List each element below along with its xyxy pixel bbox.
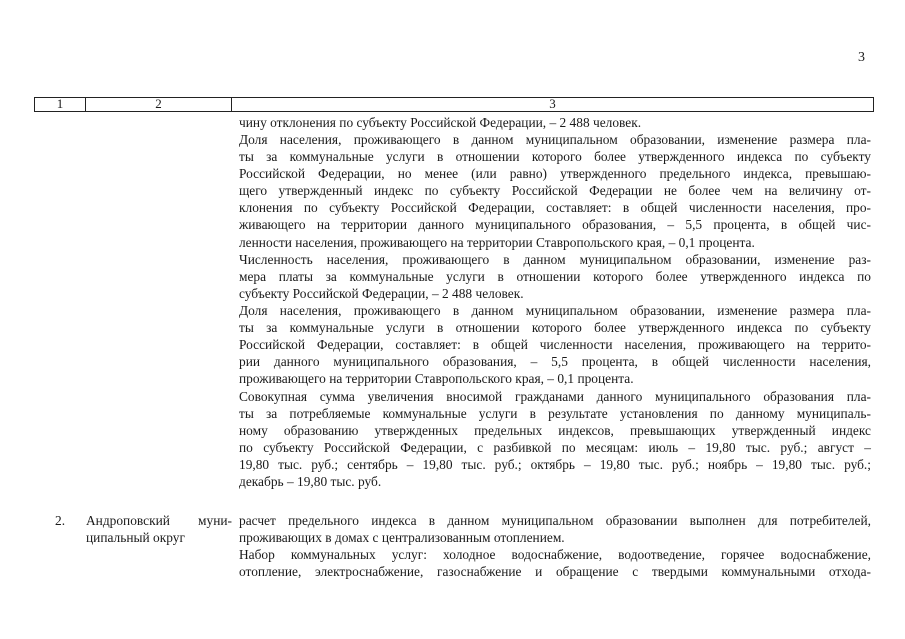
text-line: расчет предельного индекса в данном муниципальном образовании выполнен для потребителей,	[239, 513, 871, 528]
text-line: ты за коммунальные услуги в отношении которого более утвержденного индекса по субъекту	[239, 149, 871, 165]
table-header-row	[34, 97, 874, 112]
text-line: Андроповский муни-	[86, 513, 232, 528]
column-number-2: 2	[86, 98, 232, 111]
text-line: по субъекту Российской Федерации, с разбивкой по месяцам: июль – 19,80 тыс. руб.; август –	[239, 440, 871, 456]
paragraph-total-increase	[239, 388, 871, 491]
paragraph-population-share	[239, 131, 871, 251]
text-line: щего утвержденный индекс по субъекту Российской Федерации не более чем на величину от-	[239, 183, 871, 199]
text-line: ному образованию утвержденных предельных индексов, превышающих утвержденный индекс	[239, 423, 871, 439]
text-line: Набор коммунальных услуг: холодное водоснабжение, водоотведение, горячее водоснабжение,	[239, 547, 871, 562]
paragraph-index-calculation	[239, 512, 871, 546]
text-line: Совокупная сумма увеличения вносимой гражданами данного муниципального образования пла-	[239, 389, 871, 404]
text-line: проживающего на территории Ставропольского края, – 0,1 процента.	[239, 371, 634, 387]
column-number-1: 1	[35, 98, 86, 111]
paragraph-utility-set	[239, 546, 871, 580]
text-line: чину отклонения по субъекту Российской Федерации, – 2 488 человек.	[239, 115, 642, 130]
text-line: рии данного муниципального образования, – 5,5 процента, в общей численности населения,	[239, 354, 871, 370]
row-number: 2.	[55, 513, 66, 528]
text-line: Российской Федерации, составляет: в общей численности населения, проживающего на террито-	[239, 337, 871, 353]
text-line: Доля населения, проживающего в данном муниципальном образовании, изменение размера пла-	[239, 303, 871, 318]
text-line: живающего на территории данного муниципального образования, – 5,5 процента, в общей чис-	[239, 217, 871, 233]
text-line: отопление, электроснабжение, газоснабжение и обращение с твердыми коммунальными отхода-	[239, 564, 871, 580]
paragraph-deviation-count	[239, 114, 871, 131]
text-line: Российской Федерации, но менее (или равно) утвержденного предельного индекса, превышаю-	[239, 166, 871, 182]
text-line: мера платы за коммунальные услуги в отношении которого более утвержденного индекса по	[239, 269, 871, 285]
municipality-name	[86, 512, 232, 546]
paragraph-population-share-2	[239, 302, 871, 387]
page-number: 3	[858, 50, 865, 65]
text-line: Численность населения, проживающего в данном муниципальном образовании, изменение раз-	[239, 252, 871, 267]
text-line: ты за коммунальные услуги в отношении которого более утвержденного индекса по субъекту	[239, 320, 871, 336]
text-line: субъекту Российской Федерации, – 2 488 человек.	[239, 286, 524, 302]
text-line: 19,80 тыс. руб.; сентябрь – 19,80 тыс. руб.; октябрь – 19,80 тыс. руб.; ноябрь – 19,80 тыс. руб.;	[239, 457, 871, 473]
text-line: ты за потребляемые коммунальные услуги в результате установления по данному муниципаль-	[239, 406, 871, 422]
text-line: ципальный округ	[86, 530, 185, 546]
paragraph-population-count	[239, 251, 871, 302]
text-line: проживающих в домах с централизованным отоплением.	[239, 530, 565, 546]
text-line: клонения по субъекту Российской Федерации, составляет: в общей численности населения, про-	[239, 200, 871, 216]
text-line: декабрь – 19,80 тыс. руб.	[239, 474, 382, 490]
column-number-3: 3	[549, 96, 556, 111]
text-line: ленности населения, проживающего на территории Ставропольского края, – 0,1 процента.	[239, 234, 755, 250]
text-line: Доля населения, проживающего в данном муниципальном образовании, изменение размера пла-	[239, 132, 871, 147]
